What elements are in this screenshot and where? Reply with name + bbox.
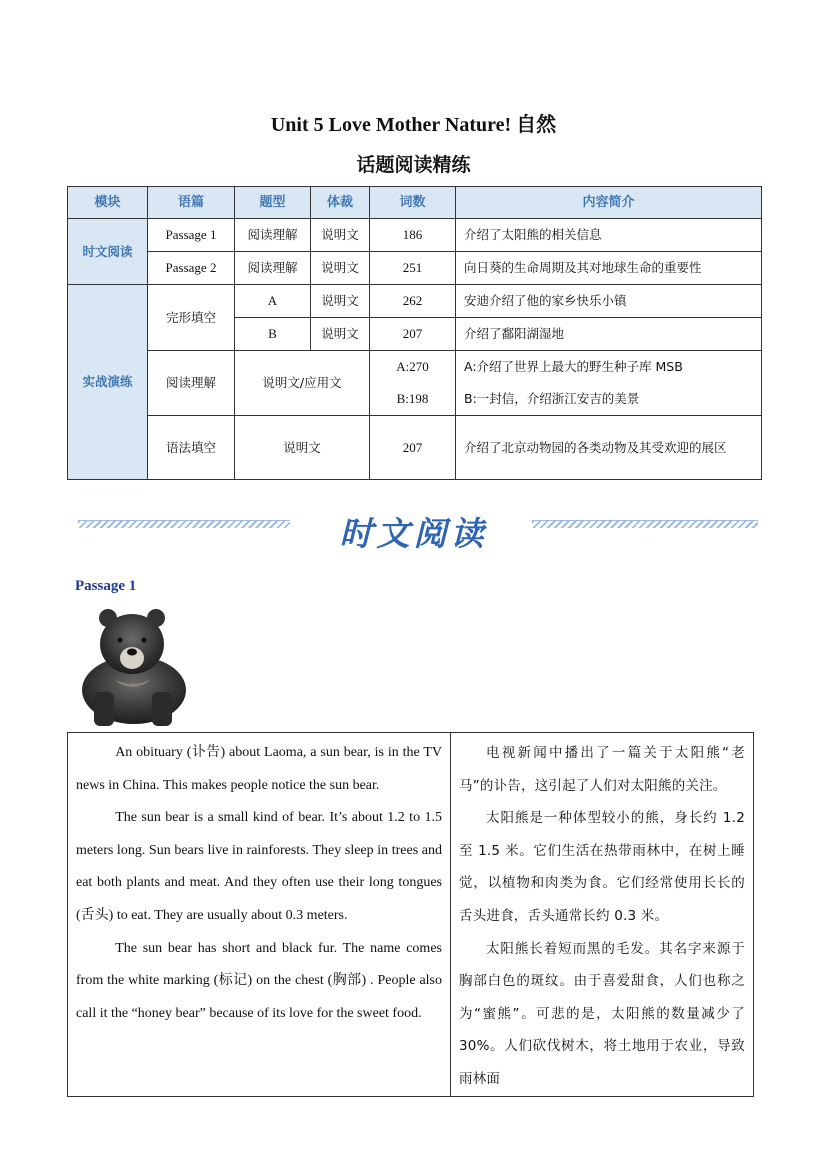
table-row	[68, 252, 762, 285]
table-row	[68, 416, 762, 480]
col-header: 语篇	[148, 187, 235, 219]
english-paragraph: An obituary (讣告) about Laoma, a sun bear, is in the TV news in China. This makes people notice the sun bear.	[76, 745, 442, 793]
bear-eye-right	[141, 637, 146, 642]
genre-cell: 说明文	[235, 416, 370, 480]
intro-cell: 介绍了太阳熊的相关信息	[456, 219, 762, 252]
col-header: 题型	[235, 187, 311, 219]
words-cell	[370, 351, 456, 416]
english-column	[68, 733, 451, 1097]
bear-leg-left	[94, 692, 114, 726]
intro-cell	[456, 351, 762, 416]
intro-cell: 介绍了鄱阳湖湿地	[456, 318, 762, 351]
english-paragraph: The sun bear has short and black fur. The name comes from the white marking (标记) on the chest (胸部) . People also call it the “honey bear” because of its love for the sweet food.	[76, 940, 442, 1021]
passage-table	[67, 732, 754, 1097]
passage-label: Passage 1	[75, 578, 137, 594]
genre-cell: 说明文	[311, 219, 370, 252]
intro-b: B:一封信，介绍浙江安吉的美景	[464, 391, 640, 406]
table-row	[68, 285, 762, 318]
type-cell: 阅读理解	[235, 219, 311, 252]
words-cell: 207	[370, 416, 456, 480]
intro-cell: 安迪介绍了他的家乡快乐小镇	[456, 285, 762, 318]
chinese-paragraph: 太阳熊是一种体型较小的熊，身长约 1.2 至 1.5 米。它们生活在热带雨林中，在树上睡觉，以植物和肉类为食。它们经常使用长长的舌头进食，舌头通常长约 0.3 米。	[459, 810, 745, 924]
words-cell: 186	[370, 219, 456, 252]
page-subtitle: 话题阅读精练	[356, 154, 471, 176]
col-header: 词数	[370, 187, 456, 219]
bear-leg-right	[152, 692, 172, 726]
words-cell: 251	[370, 252, 456, 285]
bear-nose	[127, 649, 137, 656]
overview-table	[67, 186, 762, 480]
bear-eye-left	[117, 637, 122, 642]
col-header: 体裁	[311, 187, 370, 219]
col-header: 内容简介	[456, 187, 762, 219]
banner-divider-right	[532, 520, 758, 528]
part-cell: A	[235, 285, 311, 318]
words-cell: 207	[370, 318, 456, 351]
genre-cell: 说明文	[311, 318, 370, 351]
intro-a: A:介绍了世界上最大的野生种子库 MSB	[464, 359, 683, 374]
part-cell: B	[235, 318, 311, 351]
genre-cell: 说明文	[311, 285, 370, 318]
type-cell: 阅读理解	[235, 252, 311, 285]
col-header: 模块	[68, 187, 148, 219]
chinese-paragraph: 电视新闻中播出了一篇关于太阳熊“老马”的讣告，这引起了人们对太阳熊的关注。	[459, 745, 745, 794]
chinese-paragraph: 太阳熊长着短而黑的毛发。其名字来源于胸部白色的斑纹。由于喜爱甜食，人们也称之为“蜜熊”。可悲的是，太阳熊的数量减少了 30%。人们砍伐树木，将土地用于农业，导致雨林面	[459, 940, 745, 1087]
module-label: 时文阅读	[68, 219, 148, 285]
words-b: B:198	[396, 391, 429, 406]
section-banner-title: 时文阅读	[339, 514, 488, 553]
genre-cell: 说明文/应用文	[235, 351, 370, 416]
table-header-row	[68, 187, 762, 219]
chinese-column	[451, 733, 754, 1097]
text-cell: Passage 1	[148, 219, 235, 252]
english-paragraph: The sun bear is a small kind of bear. It’s about 1.2 to 1.5 meters long. Sun bears live in rainforests. They sleep in trees and eat both plants and meat. And they often use their long tongues (舌头) to eat. They are usually about 0.3 meters.	[76, 810, 442, 923]
genre-cell: 说明文	[311, 252, 370, 285]
type-cell: 语法填空	[148, 416, 235, 480]
table-row	[68, 219, 762, 252]
type-cell: 完形填空	[148, 285, 235, 351]
type-cell: 阅读理解	[148, 351, 235, 416]
intro-cell: 介绍了北京动物园的各类动物及其受欢迎的展区	[456, 416, 762, 480]
words-a: A:270	[396, 359, 429, 374]
page-title: Unit 5 Love Mother Nature! 自然	[270, 114, 557, 136]
text-cell: Passage 2	[148, 252, 235, 285]
module-label: 实战演练	[68, 285, 148, 480]
sun-bear-icon	[74, 604, 190, 728]
table-row	[68, 351, 762, 416]
words-cell: 262	[370, 285, 456, 318]
intro-cell: 向日葵的生命周期及其对地球生命的重要性	[456, 252, 762, 285]
